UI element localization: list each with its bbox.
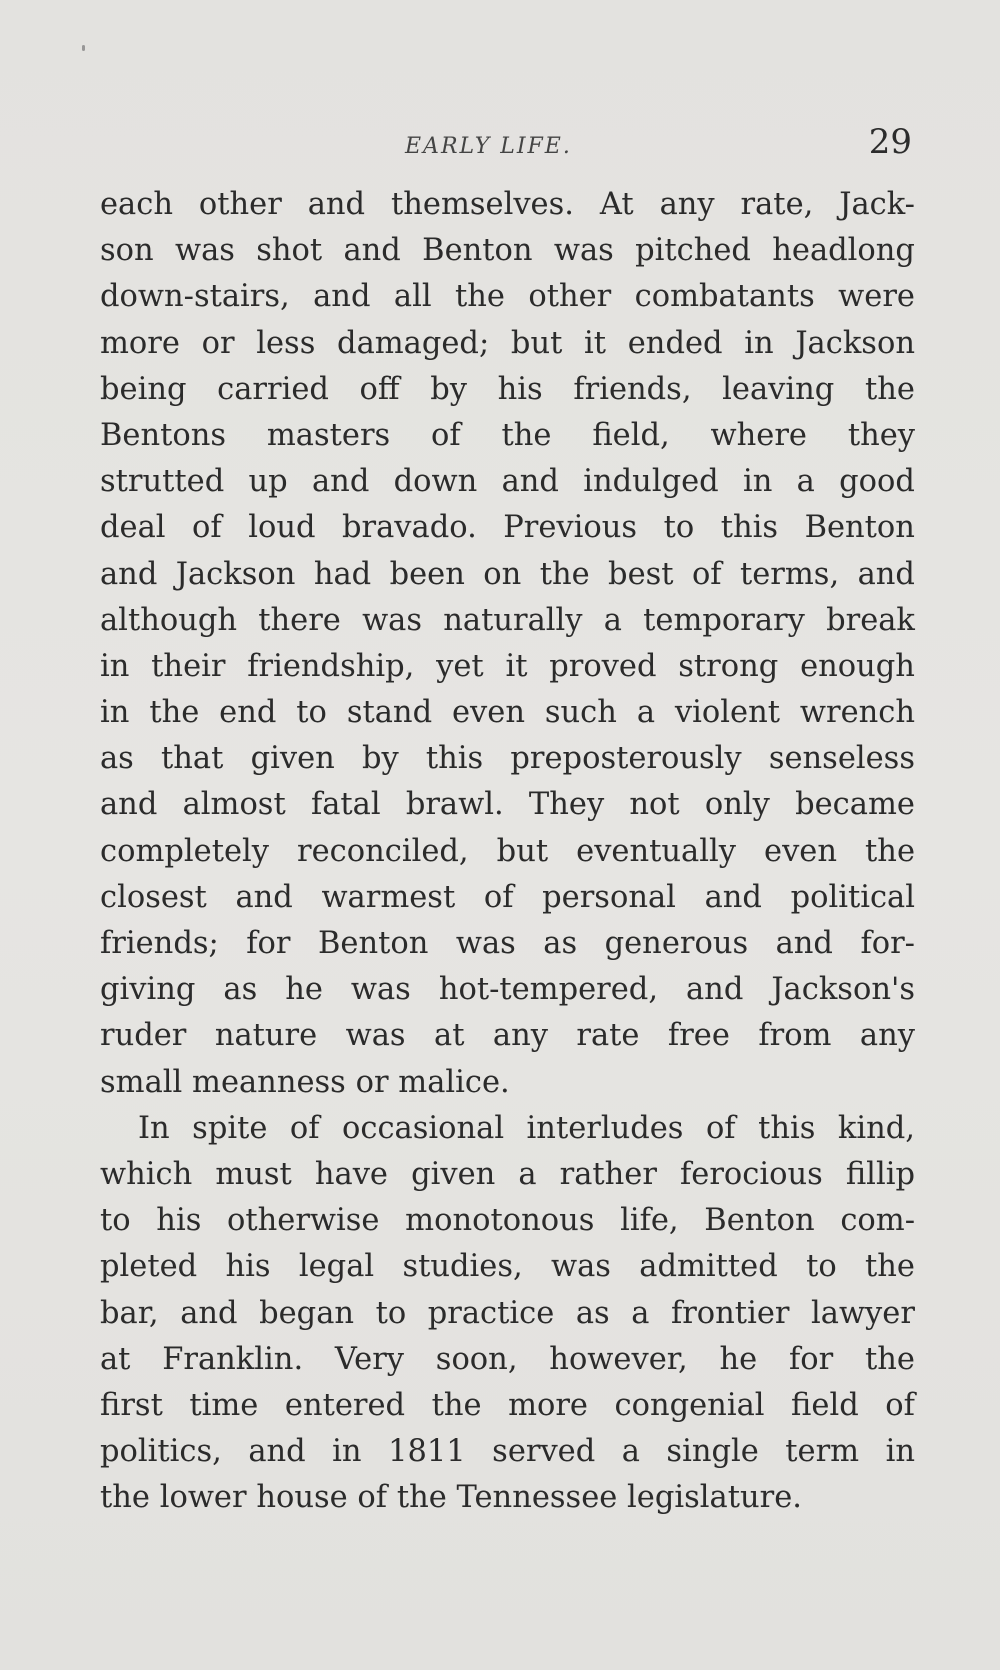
text-line: although there was naturally a temporary break <box>100 602 915 638</box>
text-line: strutted up and down and indulged in a good <box>100 464 915 500</box>
running-title: EARLY LIFE. <box>405 134 572 159</box>
text-line: completely reconciled, but eventually even the <box>100 833 915 869</box>
body-text <box>100 182 915 1521</box>
text-line: each other and themselves. At any rate, Jack- <box>100 187 915 222</box>
text-line: ruder nature was at any rate free from any <box>100 1018 915 1054</box>
text-line: son was shot and Benton was pitched headlong <box>100 233 915 269</box>
text-line: friends; for Benton was as generous and for- <box>100 926 915 961</box>
text-line: and Jackson had been on the best of terms, and <box>100 556 915 592</box>
paper-speck <box>82 45 85 51</box>
text-line: In spite of occasional interludes of this kind, <box>138 1110 915 1146</box>
text-line: more or less damaged; but it ended in Jackson <box>100 325 915 361</box>
text-line: small meanness or malice. <box>100 1064 510 1100</box>
text-line: being carried off by his friends, leaving the <box>100 371 915 407</box>
text-line: closest and warmest of personal and political <box>100 879 915 915</box>
text-line: to his otherwise monotonous life, Benton com- <box>100 1203 915 1239</box>
page-number: 29 <box>868 122 912 162</box>
text-line: at Franklin. Very soon, however, he for the <box>100 1341 915 1377</box>
page-header <box>100 122 920 182</box>
text-line: Bentons masters of the field, where they <box>100 417 915 453</box>
paragraph <box>100 182 915 1106</box>
text-line: in the end to stand even such a violent wrench <box>100 695 915 731</box>
text-line: down-stairs, and all the other combatants were <box>100 279 915 315</box>
text-line: first time entered the more congenial field of <box>100 1387 915 1423</box>
text-line: bar, and began to practice as a frontier lawyer <box>100 1295 915 1331</box>
text-line: which must have given a rather ferocious fillip <box>100 1156 915 1192</box>
text-line: the lower house of the Tennessee legislature. <box>100 1480 802 1516</box>
text-line: deal of loud bravado. Previous to this Benton <box>100 510 915 546</box>
text-line: in their friendship, yet it proved strong enough <box>100 648 915 684</box>
text-line: and almost fatal brawl. They not only became <box>100 787 915 823</box>
text-line: as that given by this preposterously senseless <box>100 741 915 777</box>
paragraph <box>100 1106 915 1522</box>
text-line: politics, and in 1811 served a single term in <box>100 1434 915 1470</box>
text-line: giving as he was hot-tempered, and Jackson's <box>100 972 915 1008</box>
text-line: pleted his legal studies, was admitted to the <box>100 1249 915 1285</box>
